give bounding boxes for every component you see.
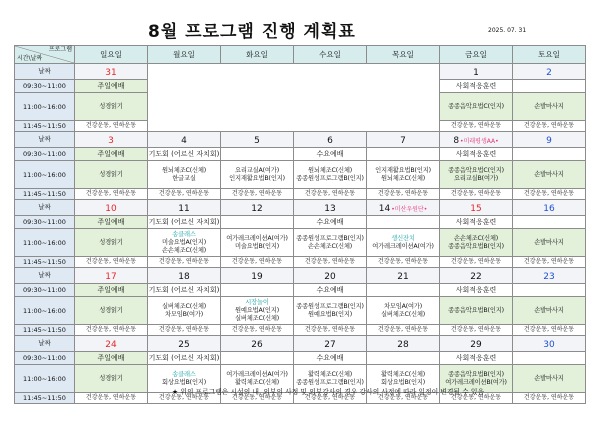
saturday-program-cell (513, 80, 586, 93)
saturday-program-cell (513, 148, 586, 161)
friday-program-cell (440, 297, 513, 325)
week-4-slot-r1-row (15, 284, 586, 297)
friday-date-cell (440, 268, 513, 284)
time-label: 11:45~11:50 (15, 189, 75, 200)
friday-program-cell: 건강운동, 연하운동 (440, 325, 513, 336)
thursday-program-cell (367, 352, 440, 365)
wednesday-program-cell: 수요예배 (294, 148, 367, 161)
date-number: 27 (324, 340, 336, 350)
program-line: 성경읽기 (99, 306, 123, 314)
date-number: 6 (327, 136, 333, 146)
saturday-program-cell (513, 229, 586, 257)
program-line: 활력체조C(신체) (234, 378, 279, 386)
monday-program-cell: 기도회 (어르신 자치회) (148, 216, 221, 229)
day-header-monday: 월요일 (148, 46, 221, 64)
monday-program-cell (148, 297, 221, 325)
time-label: 11:00~16:00 (15, 161, 75, 189)
tuesday-program-cell: 건강운동, 연하운동 (221, 189, 294, 200)
date-number: 13 (324, 204, 336, 214)
date-number: 1 (473, 68, 479, 78)
friday-program-cell: 사회적응훈련 (440, 80, 513, 93)
time-label: 11:45~11:50 (15, 325, 75, 336)
date-number: 20 (324, 272, 336, 282)
tuesday-program-cell: 건강운동, 연하운동 (221, 257, 294, 268)
program-line: 차모임A(여가) (383, 302, 423, 310)
saturday-program-cell: 건강운동, 연하운동 (513, 325, 586, 336)
monday-program-cell: 기도회 (어르신 자치회) (148, 352, 221, 365)
date-number: 18 (178, 272, 190, 282)
friday-date-cell (440, 336, 513, 352)
saturday-date-cell (513, 132, 586, 148)
monday-program-cell: 건강운동, 연하운동 (148, 189, 221, 200)
thursday-date-cell (367, 132, 440, 148)
week-4-slot-r2-row (15, 297, 586, 325)
week-1-date-row (15, 64, 586, 80)
page-title: 8월 프로그램 진행 계획표 (148, 22, 356, 42)
date-number: 2 (546, 68, 552, 78)
time-label: 09:30~11:00 (15, 352, 75, 365)
program-line: 원뇌체조C(신체) (380, 174, 425, 182)
date-number: 21 (397, 272, 409, 282)
saturday-program-cell: 건강운동, 연하운동 (513, 189, 586, 200)
week-3-slot-r3-row (15, 257, 586, 268)
time-label: 날짜 (15, 200, 75, 216)
friday-program-cell: 사회적응훈련 (440, 352, 513, 365)
thursday-program-cell (367, 148, 440, 161)
date-number: 19 (251, 272, 263, 282)
sunday-program-cell: 건강운동, 연하운동 (75, 257, 148, 268)
time-label: 11:00~16:00 (15, 365, 75, 393)
saturday-program-cell (513, 161, 586, 189)
thursday-program-cell: 건강운동, 연하운동 (367, 257, 440, 268)
day-header-saturday: 토요일 (513, 46, 586, 64)
time-label: 09:30~11:00 (15, 284, 75, 297)
program-line: 차모임B(여가) (164, 310, 204, 318)
program-line: 요리교실A(여가) (235, 166, 279, 174)
program-line: 종종원성프로그램B(인지) (296, 378, 364, 386)
tuesday-program-cell: 건강운동, 연하운동 (221, 325, 294, 336)
sunday-date-cell (75, 132, 148, 148)
time-label: 11:45~11:50 (15, 393, 75, 404)
friday-program-cell: 건강운동, 연하운동 (440, 257, 513, 268)
time-label: 11:00~16:00 (15, 93, 75, 121)
friday-program-cell: 건강운동, 연하운동 (440, 121, 513, 132)
program-line: 손발마사지 (534, 374, 564, 382)
sunday-date-cell (75, 336, 148, 352)
wednesday-date-cell (294, 268, 367, 284)
wednesday-date-cell (294, 132, 367, 148)
wednesday-program-cell: 수요예배 (294, 352, 367, 365)
program-line: 손손체조C(신체) (453, 234, 498, 242)
thursday-program-cell (367, 297, 440, 325)
sunday-program-cell (75, 161, 148, 189)
wednesday-program-cell: 건강운동, 연하운동 (294, 257, 367, 268)
program-line: 여가레크레이션A(여가) (226, 234, 288, 242)
wednesday-program-cell (294, 229, 367, 257)
program-line: 여가레크레이션A(여가) (372, 242, 434, 250)
thursday-date-cell (367, 200, 440, 216)
day-header-thursday: 목요일 (367, 46, 440, 64)
program-line: 원뇌체조C(신체) (307, 166, 352, 174)
time-label: 날짜 (15, 336, 75, 352)
week-2-slot-r3-row (15, 189, 586, 200)
tuesday-program-cell: 건강운동, 연하운동 (221, 393, 294, 404)
date-number: 8 (453, 136, 460, 146)
saturday-program-cell (513, 216, 586, 229)
date-number: 9 (546, 136, 552, 146)
date-number: 3 (108, 136, 114, 146)
date-number: 16 (543, 204, 555, 214)
tuesday-date-cell (221, 132, 294, 148)
program-line: 손발마사지 (534, 306, 564, 314)
day-header-tuesday: 화요일 (221, 46, 294, 64)
program-line: 손발마사지 (534, 238, 564, 246)
monday-date-cell (148, 132, 221, 148)
wednesday-program-cell: 수요예배 (294, 216, 367, 229)
monday-date-cell (148, 336, 221, 352)
program-line: 송클래스 (172, 230, 196, 238)
program-line: 손손체조C(신체) (307, 242, 352, 250)
monday-program-cell (148, 161, 221, 189)
program-line: 종종음악요법B(인지) (448, 306, 504, 314)
friday-date-cell (440, 64, 513, 80)
time-label: 11:00~16:00 (15, 229, 75, 257)
header-row (15, 46, 586, 64)
program-line: 한글교실 (172, 174, 196, 182)
program-line: 종종원성프로그램B(인지) (296, 302, 364, 310)
sunday-program-cell (75, 365, 148, 393)
sunday-program-cell: 건강운동, 연하운동 (75, 121, 148, 132)
monday-program-cell: 기도회 (어르신 자치회) (148, 284, 221, 297)
week-4-date-row (15, 268, 586, 284)
date-number: 11 (178, 204, 190, 214)
program-line: 생신잔치 (391, 234, 415, 242)
sunday-date-cell (75, 268, 148, 284)
time-label: 날짜 (15, 132, 75, 148)
monday-date-cell (148, 268, 221, 284)
program-line: 손손체조C(신체) (161, 246, 206, 254)
program-line: 인지재활요법B(인지) (229, 174, 285, 182)
friday-date-cell (440, 200, 513, 216)
monday-date-cell (148, 200, 221, 216)
sunday-program-cell: 건강운동, 연하운동 (75, 325, 148, 336)
tuesday-program-cell (221, 297, 294, 325)
wednesday-program-cell: 건강운동, 연하운동 (294, 189, 367, 200)
program-line: 원뇌체조C(신체) (161, 166, 206, 174)
program-line: 요리교실B(여가) (454, 174, 498, 182)
friday-program-cell: 건강운동, 연하운동 (440, 393, 513, 404)
saturday-date-cell (513, 200, 586, 216)
saturday-program-cell (513, 352, 586, 365)
wednesday-program-cell: 건강운동, 연하운동 (294, 393, 367, 404)
monday-program-cell: 건강운동, 연하운동 (148, 325, 221, 336)
tuesday-program-cell (221, 284, 294, 297)
corner-diagonal (15, 46, 74, 63)
date-number: 29 (470, 340, 482, 350)
date-number: 31 (105, 68, 117, 78)
week-5-date-row (15, 336, 586, 352)
date-number: 17 (105, 272, 117, 282)
date-number: 25 (178, 340, 190, 350)
sunday-program-cell (75, 93, 148, 121)
date-number: 23 (543, 272, 555, 282)
week-3-date-row (15, 200, 586, 216)
program-line: 종종원성프로그램B(인지) (296, 174, 364, 182)
friday-program-cell (440, 93, 513, 121)
saturday-date-cell (513, 64, 586, 80)
issued-date: 2025. 07. 31 (488, 27, 527, 34)
week-3-slot-r2-row (15, 229, 586, 257)
program-line: 시장놀이 (245, 298, 269, 306)
date-number: 22 (470, 272, 482, 282)
program-line: 종종음악요법B(인지) (448, 370, 504, 378)
date-number: 30 (543, 340, 555, 350)
wednesday-program-cell: 수요예배 (294, 284, 367, 297)
saturday-program-cell: 건강운동, 연하운동 (513, 393, 586, 404)
friday-program-cell: 건강운동, 연하운동 (440, 189, 513, 200)
sunday-program-cell: 건강운동, 연하운동 (75, 393, 148, 404)
friday-program-cell (440, 161, 513, 189)
schedule-body (15, 64, 586, 404)
sunday-program-cell: 주일예배 (75, 80, 148, 93)
tuesday-date-cell (221, 268, 294, 284)
saturday-program-cell (513, 284, 586, 297)
week-3-slot-r1-row (15, 216, 586, 229)
program-line: 회상요법B(인지) (162, 378, 206, 386)
tuesday-program-cell (221, 229, 294, 257)
sunday-date-cell (75, 64, 148, 80)
date-number: 12 (251, 204, 263, 214)
program-line: 성경읽기 (99, 374, 123, 382)
week-2-slot-r2-row (15, 161, 586, 189)
date-number: 26 (251, 340, 263, 350)
footnote: ★ 위의 프로그램은 시설의 내, 외부의 사정 및 외부강사의 경우 강사의 사정에 따라 일정이 변경될 수 있음 (172, 388, 485, 396)
date-event-note: •미래평생AA• (460, 138, 499, 145)
wednesday-program-cell (294, 161, 367, 189)
date-number: 7 (400, 136, 406, 146)
saturday-program-cell (513, 365, 586, 393)
program-line: 인지재활요법B(인지) (375, 166, 431, 174)
program-line: 성경읽기 (99, 170, 123, 178)
wednesday-date-cell (294, 336, 367, 352)
wednesday-date-cell (294, 200, 367, 216)
sunday-date-cell (75, 200, 148, 216)
program-line: 성경읽기 (99, 238, 123, 246)
program-line: 여가레크레이션B(여가) (445, 378, 507, 386)
monday-program-cell: 건강운동, 연하운동 (148, 393, 221, 404)
date-number: 28 (397, 340, 409, 350)
wednesday-program-cell (294, 297, 367, 325)
week-5-slot-r1-row (15, 352, 586, 365)
tuesday-program-cell (221, 352, 294, 365)
program-line: 회상요법B(인지) (381, 378, 425, 386)
saturday-program-cell: 건강운동, 연하운동 (513, 121, 586, 132)
saturday-date-cell (513, 336, 586, 352)
date-number: 24 (105, 340, 117, 350)
program-line: 원예요법B(인지) (308, 310, 352, 318)
thursday-program-cell: 건강운동, 연하운동 (367, 393, 440, 404)
friday-program-cell: 사회적응훈련 (440, 216, 513, 229)
empty-days-block (148, 64, 440, 132)
program-line: 미술요법B(인지) (235, 242, 279, 250)
schedule-table (14, 45, 586, 404)
program-line: 실버체조C(신체) (234, 314, 279, 322)
date-event-note: •미산우원단• (391, 206, 428, 213)
day-header-sunday: 일요일 (75, 46, 148, 64)
monday-program-cell (148, 229, 221, 257)
corner-cell (15, 46, 75, 64)
corner-time-date-label: 시간\날짜 (17, 55, 43, 62)
thursday-program-cell: 건강운동, 연하운동 (367, 325, 440, 336)
friday-program-cell: 사회적응훈련 (440, 148, 513, 161)
thursday-date-cell (367, 336, 440, 352)
time-label: 09:30~11:00 (15, 80, 75, 93)
sunday-program-cell: 주일예배 (75, 216, 148, 229)
monday-program-cell: 기도회 (어르신 자치회) (148, 148, 221, 161)
thursday-program-cell: 건강운동, 연하운동 (367, 189, 440, 200)
sunday-program-cell (75, 229, 148, 257)
program-line: 종종음악요법C(인지) (448, 102, 504, 110)
program-line: 종종음악요법B(인지) (448, 242, 504, 250)
time-label: 09:30~11:00 (15, 148, 75, 161)
monday-program-cell: 건강운동, 연하운동 (148, 257, 221, 268)
tuesday-program-cell (221, 148, 294, 161)
sunday-program-cell: 건강운동, 연하운동 (75, 189, 148, 200)
program-line: 손발마사지 (534, 102, 564, 110)
time-label: 날짜 (15, 268, 75, 284)
time-label: 11:45~11:50 (15, 257, 75, 268)
week-4-slot-r3-row (15, 325, 586, 336)
friday-program-cell: 사회적응훈련 (440, 284, 513, 297)
friday-date-cell (440, 132, 513, 148)
program-line: 종종음악요법C(인지) (448, 166, 504, 174)
day-header-wednesday: 수요일 (294, 46, 367, 64)
thursday-program-cell (367, 284, 440, 297)
program-line: 손발마사지 (534, 170, 564, 178)
saturday-program-cell (513, 93, 586, 121)
time-label: 날짜 (15, 64, 75, 80)
tuesday-date-cell (221, 336, 294, 352)
program-line: 종종원성프로그램B(인지) (296, 234, 364, 242)
week-2-slot-r1-row (15, 148, 586, 161)
time-label: 11:00~16:00 (15, 297, 75, 325)
day-header-friday: 금요일 (440, 46, 513, 64)
program-line: 실버체조C(신체) (380, 310, 425, 318)
saturday-program-cell (513, 297, 586, 325)
sunday-program-cell: 주일예배 (75, 148, 148, 161)
tuesday-program-cell (221, 216, 294, 229)
date-number: 4 (181, 136, 187, 146)
thursday-program-cell (367, 216, 440, 229)
date-number: 5 (254, 136, 260, 146)
saturday-date-cell (513, 268, 586, 284)
thursday-program-cell (367, 229, 440, 257)
tuesday-program-cell (221, 161, 294, 189)
thursday-date-cell (367, 268, 440, 284)
program-line: 실버체조C(신체) (161, 302, 206, 310)
sunday-program-cell: 주일예배 (75, 284, 148, 297)
sunday-program-cell: 주일예배 (75, 352, 148, 365)
sunday-program-cell (75, 297, 148, 325)
program-line: 활력체조C(신체) (307, 370, 352, 378)
program-line: 활력체조C(신체) (380, 370, 425, 378)
week-2-date-row (15, 132, 586, 148)
program-line: 성경읽기 (99, 102, 123, 110)
time-label: 11:45~11:50 (15, 121, 75, 132)
thursday-program-cell (367, 161, 440, 189)
tuesday-date-cell (221, 200, 294, 216)
corner-program-label: 프로그램 (48, 46, 72, 53)
date-number: 10 (105, 204, 117, 214)
friday-program-cell (440, 229, 513, 257)
date-number: 14 (378, 204, 391, 214)
program-line: 송클래스 (172, 370, 196, 378)
time-label: 09:30~11:00 (15, 216, 75, 229)
program-line: 원예요법A(인지) (235, 306, 279, 314)
program-line: 여가레크레이션A(여가) (226, 370, 288, 378)
date-number: 15 (470, 204, 482, 214)
wednesday-program-cell: 건강운동, 연하운동 (294, 325, 367, 336)
program-line: 미술요법A(인지) (162, 238, 206, 246)
saturday-program-cell: 건강운동, 연하운동 (513, 257, 586, 268)
